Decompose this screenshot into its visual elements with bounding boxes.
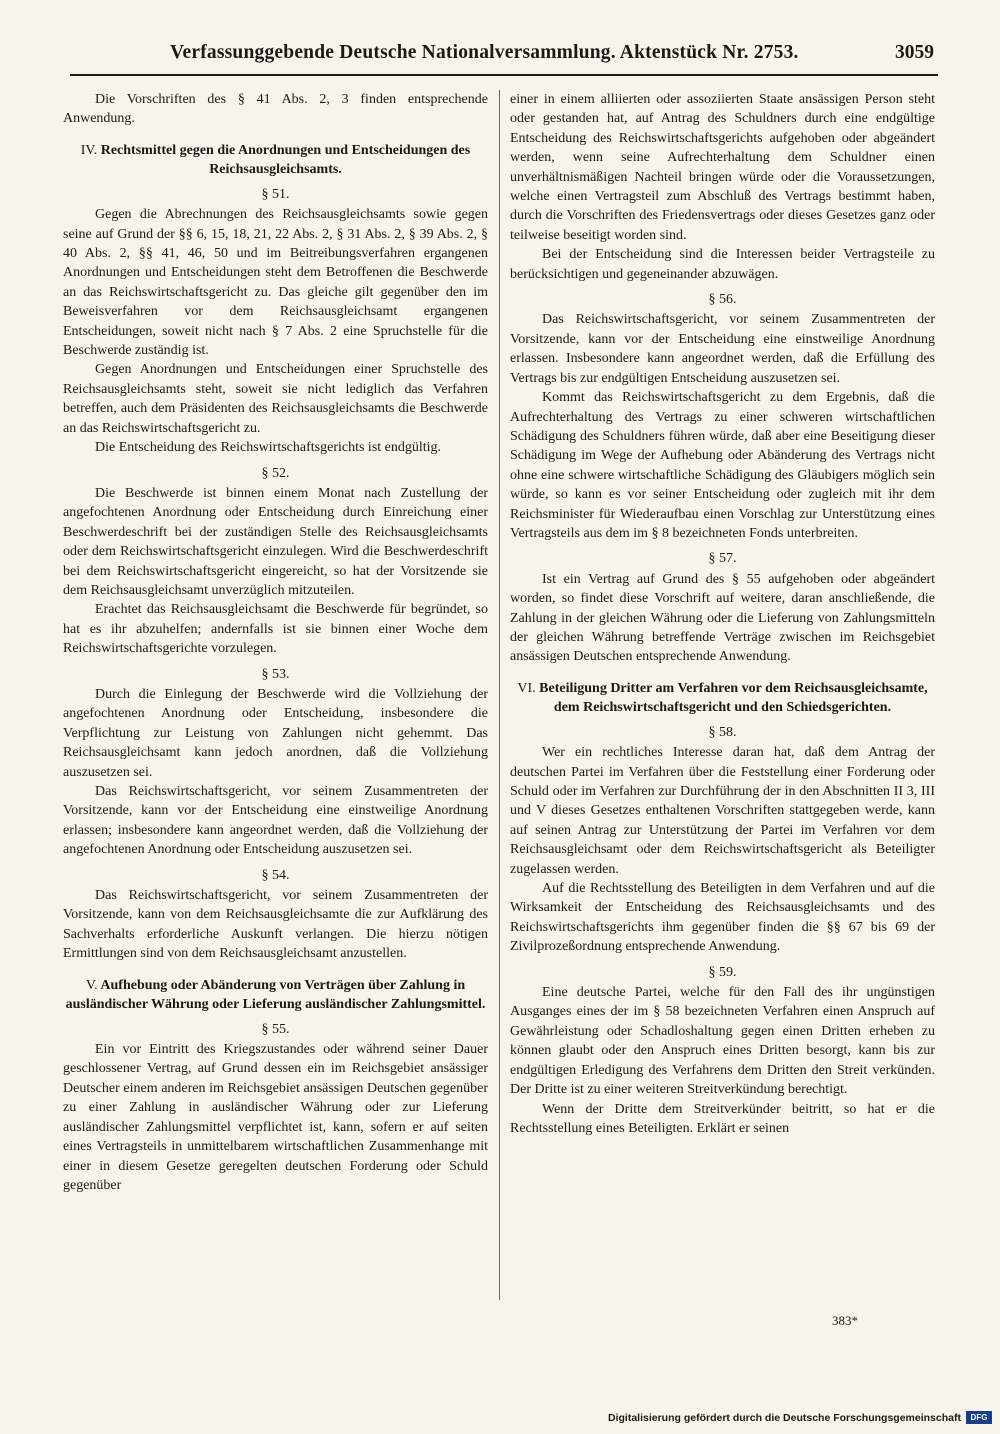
paragraph-continued: einer in einem alliierten oder assoziierten Staate ansässigen Person steht oder gestanden hat, auf Antrag des Schuldners durch eine endgültige Entscheidung des Reichswirtschaftsgerichts aufgehoben oder abgeändert werden, wenn seine Aufrechterhaltung dem Schuldner einen unverhältnismäßigen Nachteil bringen würde oder die Voraussetzungen, welche einen Vertragsteil zum Abschluß des Vertrags bestimmt haben, durch die Vorschriften des Friedensvertrags oder dieses Gesetzes ganz oder teilweise beseitigt worden sind. xyxy=(510,92,935,243)
paragraph: Eine deutsche Partei, welche für den Fall des ihr ungünstigen Ausganges eines der im § 58 bezeichneten Verfahren einen Anspruch auf Gewährleistung oder Schadloshaltung gegen einen Dritten erheben zu können glaubt oder den Anspruch eines Dritten besorgt, kann bis zur endgültigen Erledigung des Verfahrens dem Dritten den Streit verkünden. Der Dritte ist zu einer weiteren Streitverkündung berechtigt. xyxy=(510,985,935,1098)
paragraph: Kommt das Reichswirtschaftsgericht zu dem Ergebnis, daß die Aufrechterhaltung des Vertrags zu einer schweren wirtschaftlichen Schädigung des Schuldners führen würde, daß aber eine Beseitigung dieser Schädigung im Wege der Aufhebung oder Abänderung des Vertrags nicht ohne eine schwere wirtschaftliche Schädigung des Gläubigers möglich sein würde, so kann es vor seiner Entscheidung oder zugleich mit ihr dem Reichsminister für Wiederaufbau einen Vorschlag zur Unterstützung eines Vertragsteils aus dem im § 8 bezeichneten Fonds unterbreiten. xyxy=(510,390,935,541)
page-header xyxy=(70,40,938,76)
page-number: 3059 xyxy=(895,42,934,63)
running-title: Verfassunggebende Deutsche Nationalversammlung. Aktenstück Nr. 2753. xyxy=(170,42,799,63)
paragraph-number-55: § 55. xyxy=(261,1021,290,1037)
section-heading-vi xyxy=(510,679,935,717)
section-heading-v xyxy=(63,976,488,1014)
paragraph: Erachtet das Reichsausgleichsamt die Beschwerde für begründet, so hat es ihr abzuhelfen; andernfalls ist sie binnen einer Woche dem Reichswirtschaftsgerichte vorzulegen. xyxy=(63,602,488,657)
paragraph: Gegen die Abrechnungen des Reichsausgleichsamts sowie gegen seine auf Grund der §§ 6, 15, 18, 21, 22 Abs. 2, § 31 Abs. 2, § 39 Abs. 2, § 40 Abs. 2, §§ 41, 46, 50 und im Beitreibungsverfahren ergangenen Anordnungen und Entscheidungen steht dem Betroffenen die Beschwerde an das Reichswirtschaftsgericht zu. Das gleiche gilt gegenüber den im Beweisverfahren vor dem Reichsausgleichsamt ergangenen Entscheidungen, soweit nicht nach § 7 Abs. 2 eine Spruchstelle für die Beschwerde zuständig ist. xyxy=(63,207,488,359)
section-number: V. xyxy=(85,977,98,993)
paragraph: Das Reichswirtschaftsgericht, vor seinem Zusammentreten der Vorsitzende, kann von dem Reichsausgleichsamte die zur Aufklärung des Sachverhalts erforderliche Auskunft verlangen. Die hierzu nötigen Ermittlungen sind von dem Reichsausgleichsamt anzustellen. xyxy=(63,888,488,962)
paragraph: Die Entscheidung des Reichswirtschaftsgerichts ist endgültig. xyxy=(95,440,442,456)
column-divider xyxy=(499,90,500,1300)
section-number: IV. xyxy=(80,142,98,158)
paragraph: Die Beschwerde ist binnen einem Monat nach Zustellung der angefochtenen Anordnung oder Entscheidung durch Einreichung einer Beschwerdeschrift bei der zuständigen Stelle des Reichsausgleichsamts oder dem Reichswirtschaftsgericht einzulegen. Wird die Beschwerdeschrift bei dem Reichswirtschaftsgericht eingereicht, so hat der Vorsitzende sie dem Reichsausgleichsamt unverzüglich mitzuteilen. xyxy=(63,485,488,598)
paragraph: Das Reichswirtschaftsgericht, vor seinem Zusammentreten der Vorsitzende, kann vor der Entscheidung eine einstweilige Anordnung erlassen; insbesondere kann angeordnet werden, daß die Vollziehung der angefochtenen Anordnung oder Entscheidung auszusetzen sei. xyxy=(63,784,488,858)
paragraph-number-58: § 58. xyxy=(708,724,737,740)
left-column xyxy=(63,90,488,1195)
paragraph-number-51: § 51. xyxy=(261,186,290,202)
paragraph: Bei der Entscheidung sind die Interessen beider Vertragsteile zu berücksichtigen und gegeneinander abzuwägen. xyxy=(510,247,935,282)
paragraph-number-52: § 52. xyxy=(261,465,290,481)
paragraph: Wenn der Dritte dem Streitverkünder beitritt, so hat er die Rechtsstellung eines Beteiligten. Erklärt er seinen xyxy=(510,1101,935,1136)
sheet-signature: 383* xyxy=(832,1313,858,1328)
section-heading-iv xyxy=(63,141,488,179)
paragraph: Gegen Anordnungen und Entscheidungen einer Spruchstelle des Reichsausgleichsamts steht, soweit sie nicht lediglich das Verfahren betreffen, auch dem Präsidenten des Reichsausgleichsamts die Beschwerde an das Reichswirtschaftsgericht zu. xyxy=(63,362,488,436)
dfg-logo-icon: DFG xyxy=(966,1411,992,1424)
paragraph: Auf die Rechtsstellung des Beteiligten in dem Verfahren und auf die Wirksamkeit der Entscheidung des Reichsausgleichsamts und des Reichswirtschaftsgerichts ihm gegenüber finden die §§ 67 bis 69 der Zivilprozeßordnung entsprechende Anwendung. xyxy=(510,881,935,955)
paragraph: Durch die Einlegung der Beschwerde wird die Vollziehung der angefochtenen Anordnung oder Entscheidung, insbesondere die Verpflichtung zur Leistung von Zahlungen nicht gehemmt. Das Reichsausgleichsamt kann jedoch anordnen, daß die Vollziehung auszusetzen sei. xyxy=(63,686,488,780)
paragraph: Das Reichswirtschaftsgericht, vor seinem Zusammentreten der Vorsitzende, kann vor der Entscheidung eine einstweilige Anordnung erlassen. Insbesondere kann angeordnet werden, daß die Erfüllung des Vertrags bis zur endgültigen Entscheidung auszusetzen sei. xyxy=(510,312,935,386)
section-title: Beteiligung Dritter am Verfahren vor dem Reichsausgleichsamte, dem Reichswirtschaftsgericht und den Schiedsgerichten. xyxy=(539,680,928,715)
paragraph: Ist ein Vertrag auf Grund des § 55 aufgehoben oder abgeändert worden, so findet diese Vorschrift auf weitere, daran anschließende, die Zahlung in der gleichen Währung oder die Lieferung von Zahlungsmitteln der gleichen Währung betreffende Verträge zwischen im Reichsgebiet ansässigen Deutschen entsprechende Anwendung. xyxy=(510,571,935,665)
paragraph: Wer ein rechtliches Interesse daran hat, daß dem Antrag der deutschen Partei im Verfahren über die Feststellung einer Forderung oder Schuld oder im Verfahren zur Durchführung der in den Abschnitten II 3, III und V dieses Gesetzes enthaltenen Vorschriften stattgegeben werde, kann auf seinen Antrag zur Unterstützung der Partei im Verfahren vor dem Reichsausgleichsamt oder dem Reichswirtschaftsgericht als Beteiligter zugelassen werden. xyxy=(510,745,935,877)
paragraph: Ein vor Eintritt des Kriegszustandes oder während seiner Dauer geschlossener Vertrag, auf Grund dessen ein im Reichsgebiet ansässiger Deutscher einem anderen im Reichsgebiet ansässigen Deutschen gegenüber zu einer Zahlung in ausländischer Währung oder zur Lieferung ausländischer Zahlungsmittel verpflichtet ist, kann, sofern er auf seiten eines Vertragsteils in unmittelbarem wirtschaftlichen Zusammenhange mit einer in diesem Gesetze geregelten deutschen Forderung oder Schuld gegenüber xyxy=(63,1042,488,1193)
section-number: VI. xyxy=(517,680,536,696)
paragraph-number-59: § 59. xyxy=(708,964,737,980)
paragraph-number-56: § 56. xyxy=(708,292,737,308)
paragraph-number-53: § 53. xyxy=(261,666,290,682)
digitization-credit: Digitalisierung gefördert durch die Deutsche Forschungsgemeinschaft xyxy=(608,1412,961,1424)
section-title: Aufhebung oder Abänderung von Verträgen über Zahlung in ausländischer Währung oder Lieferung ausländischer Zahlungsmittel. xyxy=(65,977,486,1012)
right-column xyxy=(510,90,935,1138)
paragraph: Die Vorschriften des § 41 Abs. 2, 3 finden entsprechende Anwendung. xyxy=(63,92,488,127)
paragraph-number-57: § 57. xyxy=(708,551,737,567)
paragraph-number-54: § 54. xyxy=(261,867,290,883)
section-title: Rechtsmittel gegen die Anordnungen und Entscheidungen des Reichsausgleichsamts. xyxy=(100,142,471,177)
